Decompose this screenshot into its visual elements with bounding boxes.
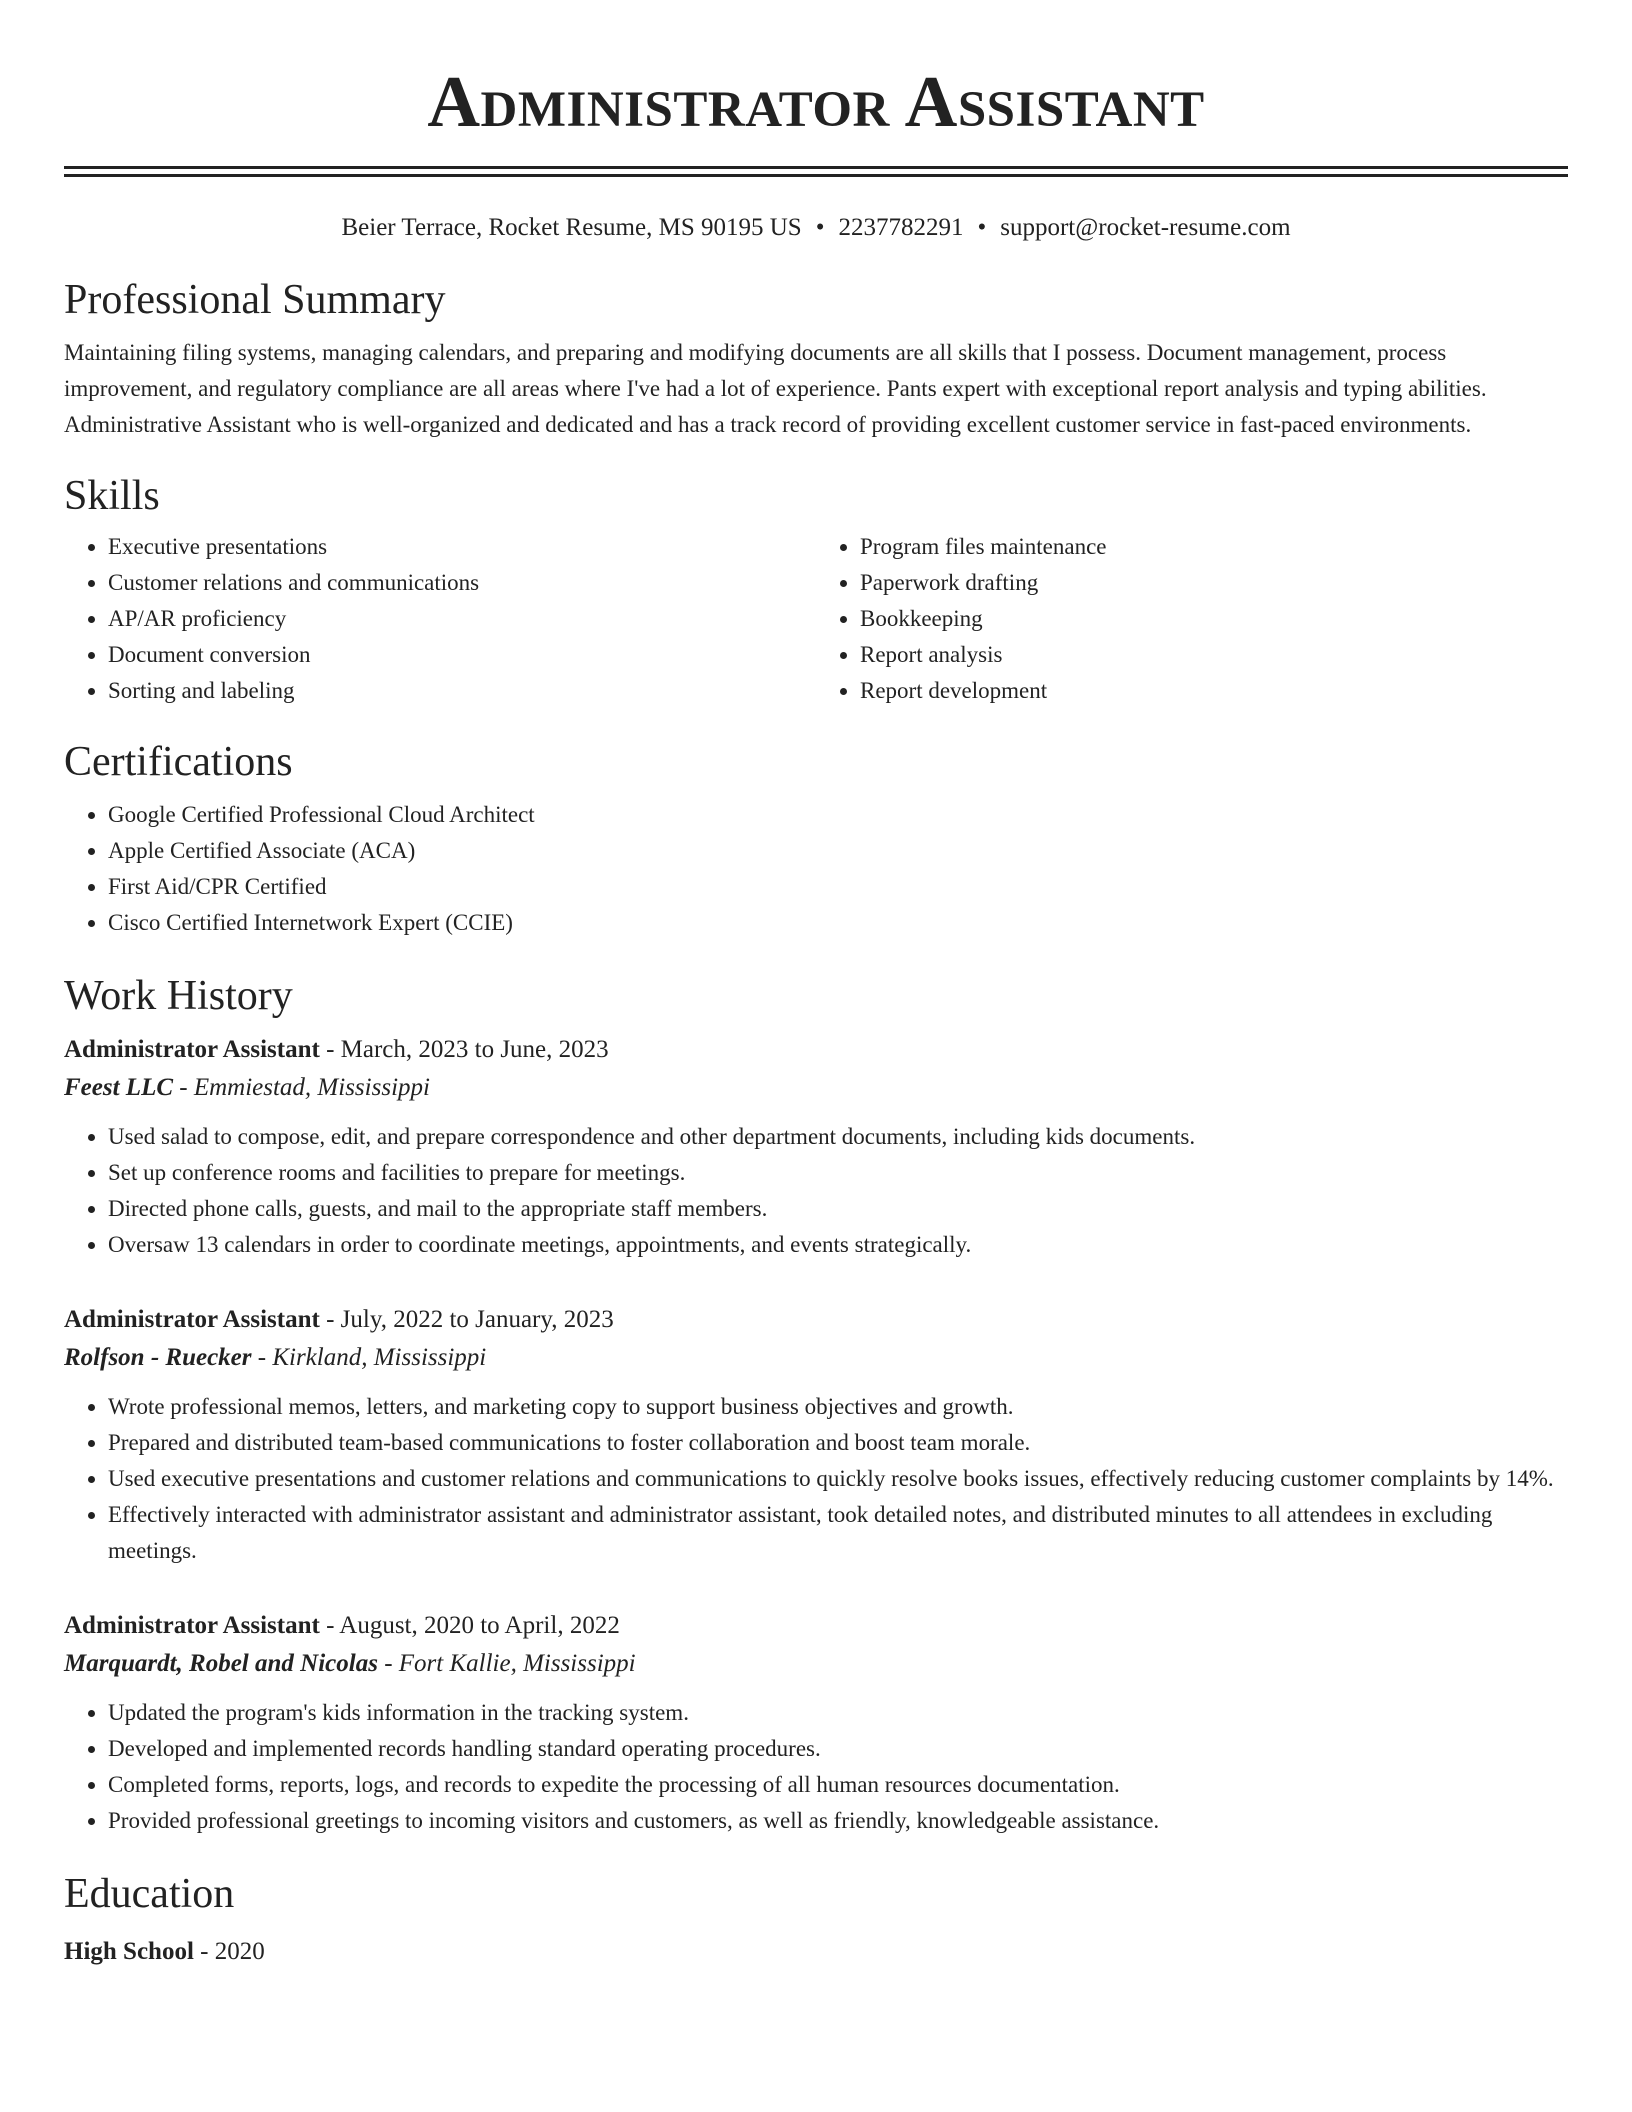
contact-phone: 2237782291 <box>838 214 964 241</box>
skill-item: • Executive presentations <box>108 529 816 565</box>
skills-heading: Skills <box>64 473 160 519</box>
job-dates: - March, 2023 to June, 2023 <box>319 1036 609 1063</box>
job-bullet: • Developed and implemented records handling standard operating procedures. <box>108 1731 1568 1767</box>
job-dates: - August, 2020 to April, 2022 <box>319 1612 620 1639</box>
job-entry <box>64 1031 1568 1263</box>
job-company-line <box>64 1339 1568 1377</box>
education-entry <box>64 1933 1568 1971</box>
job-entry <box>64 1607 1568 1839</box>
skills-left-list <box>64 529 816 709</box>
job-bullet: • Prepared and distributed team-based communications to foster collaboration and boost team morale. <box>108 1425 1568 1461</box>
summary-text: Maintaining filing systems, managing calendars, and preparing and modifying documents are all skills that I possess. Document management, process improvement, and regulatory compliance are all areas where I've had a lot of experience. Pants expert with exceptional report analysis and typing abilities. Administrative Assistant who is well-organized and dedicated and has a track record of providing excellent customer service in fast-paced environments. <box>64 340 1487 437</box>
skill-item: • Bookkeeping <box>860 601 1568 637</box>
title-divider <box>64 166 1568 177</box>
job-title-line <box>64 1301 1568 1339</box>
job-bullet: • Provided professional greetings to incoming visitors and customers, as well as friendly, knowledgeable assistance. <box>108 1803 1568 1839</box>
contact-separator: • <box>977 214 987 241</box>
contact-line <box>64 213 1568 243</box>
job-company-line <box>64 1069 1568 1107</box>
job-bullet: • Oversaw 13 calendars in order to coordinate meetings, appointments, and events strategically. <box>108 1227 1568 1263</box>
resume-title: Administrator Assistant <box>427 61 1205 142</box>
job-bullets <box>64 1119 1568 1263</box>
job-bullet: • Directed phone calls, guests, and mail to the appropriate staff members. <box>108 1191 1568 1227</box>
job-title: Administrator Assistant <box>64 1036 320 1063</box>
skill-item: • Document conversion <box>108 637 816 673</box>
job-bullet: • Updated the program's kids information in the tracking system. <box>108 1695 1568 1731</box>
job-bullet: • Set up conference rooms and facilities to prepare for meetings. <box>108 1155 1568 1191</box>
job-company-line <box>64 1645 1568 1683</box>
job-company: Marquardt, Robel and Nicolas <box>64 1650 378 1677</box>
job-location: - Fort Kallie, Mississippi <box>377 1650 636 1677</box>
skill-item: • Sorting and labeling <box>108 673 816 709</box>
certification-item: • Apple Certified Associate (ACA) <box>108 833 1568 869</box>
skill-item: • Paperwork drafting <box>860 565 1568 601</box>
job-title-line <box>64 1031 1568 1069</box>
job-title: Administrator Assistant <box>64 1306 320 1333</box>
certifications-list <box>64 797 1568 941</box>
job-bullet: • Completed forms, reports, logs, and records to expedite the processing of all human resources documentation. <box>108 1767 1568 1803</box>
certification-item: • Google Certified Professional Cloud Architect <box>108 797 1568 833</box>
skill-item: • Customer relations and communications <box>108 565 816 601</box>
skill-item: • Report development <box>860 673 1568 709</box>
contact-separator: • <box>815 214 825 241</box>
job-bullet: • Used executive presentations and customer relations and communications to quickly resolve books issues, effectively reducing customer complaints by 14%. <box>108 1461 1568 1497</box>
skill-item: • AP/AR proficiency <box>108 601 816 637</box>
job-bullet: • Used salad to compose, edit, and prepare correspondence and other department documents, including kids documents. <box>108 1119 1568 1155</box>
skill-item: • Report analysis <box>860 637 1568 673</box>
certifications-heading: Certifications <box>64 739 293 785</box>
job-entry <box>64 1301 1568 1569</box>
certification-item: • Cisco Certified Internetwork Expert (CCIE) <box>108 905 1568 941</box>
skills-columns <box>64 529 1568 709</box>
education-heading: Education <box>64 1871 235 1917</box>
certification-item: • First Aid/CPR Certified <box>108 869 1568 905</box>
education-degree: High School <box>64 1938 194 1965</box>
job-title: Administrator Assistant <box>64 1612 320 1639</box>
summary-heading: Professional Summary <box>64 277 446 323</box>
job-company: Rolfson - Ruecker <box>64 1344 252 1371</box>
work-history-heading: Work History <box>64 973 293 1019</box>
job-company: Feest LLC <box>64 1074 174 1101</box>
job-location: - Emmiestad, Mississippi <box>173 1074 430 1101</box>
job-bullet: • Effectively interacted with administrator assistant and administrator assistant, took detailed notes, and distributed minutes to all attendees in excluding meetings. <box>108 1497 1568 1569</box>
skill-item: • Program files maintenance <box>860 529 1568 565</box>
job-bullets <box>64 1695 1568 1839</box>
job-bullet: • Wrote professional memos, letters, and marketing copy to support business objectives and growth. <box>108 1389 1568 1425</box>
contact-email: support@rocket-resume.com <box>1000 214 1291 241</box>
job-dates: - July, 2022 to January, 2023 <box>319 1306 614 1333</box>
education-year: - 2020 <box>193 1938 265 1965</box>
resume-page <box>64 0 1568 1971</box>
skills-right-list <box>816 529 1568 709</box>
job-bullets <box>64 1389 1568 1569</box>
job-title-line <box>64 1607 1568 1645</box>
contact-address: Beier Terrace, Rocket Resume, MS 90195 US <box>341 214 802 241</box>
job-location: - Kirkland, Mississippi <box>251 1344 487 1371</box>
